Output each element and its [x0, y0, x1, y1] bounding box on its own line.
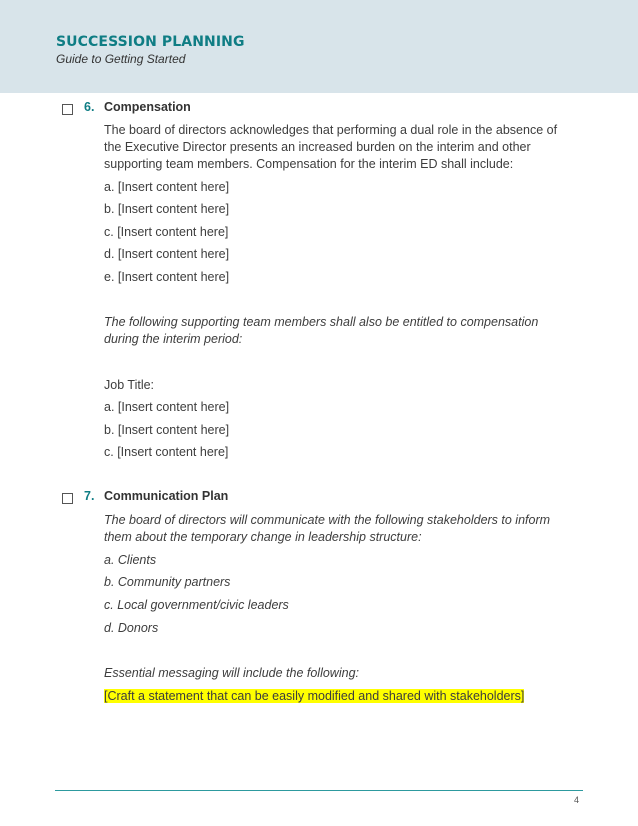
list-item: d. Donors [104, 621, 159, 635]
list-item: c. [Insert content here] [104, 445, 229, 459]
list-item: d. [Insert content here] [104, 247, 230, 261]
section-6-note-line: The following supporting team members shall also be entitled to compensation [104, 315, 539, 329]
list-item: b. [Insert content here] [104, 423, 230, 437]
section-7-checkbox[interactable] [62, 493, 73, 504]
highlighted-statement: [Craft a statement that can be easily modified and shared with stakeholders] [104, 689, 525, 703]
section-6-checkbox[interactable] [62, 104, 73, 115]
section-6-heading: Compensation [104, 100, 191, 114]
list-item: c. [Insert content here] [104, 225, 229, 239]
list-item: b. Community partners [104, 575, 231, 589]
section-7-intro-line: The board of directors will communicate with the following stakeholders to inform [104, 513, 551, 527]
section-7-heading: Communication Plan [104, 489, 229, 503]
messaging-label: Essential messaging will include the following: [104, 666, 359, 680]
document-title: SUCCESSION PLANNING [56, 34, 245, 50]
page-number: 4 [574, 795, 580, 805]
list-item: c. Local government/civic leaders [104, 598, 289, 612]
list-item: e. [Insert content here] [104, 270, 230, 284]
header-band [0, 0, 638, 93]
list-item: a. [Insert content here] [104, 180, 230, 194]
list-item: a. Clients [104, 553, 157, 567]
highlight-line [104, 688, 524, 705]
job-title-label: Job Title: [104, 378, 155, 392]
document-subtitle: Guide to Getting Started [56, 52, 186, 66]
section-7-intro-line: them about the temporary change in leadership structure: [104, 530, 422, 544]
footer-rule [55, 790, 583, 791]
section-6-intro-line: the Executive Director presents an increased burden on the interim and other [104, 140, 531, 154]
list-item: b. [Insert content here] [104, 202, 230, 216]
list-item: a. [Insert content here] [104, 400, 230, 414]
section-6-number: 6. [84, 100, 95, 114]
section-6-note-line: during the interim period: [104, 332, 243, 346]
section-6-intro-line: The board of directors acknowledges that performing a dual role in the absence of [104, 123, 558, 137]
section-7-number: 7. [84, 489, 95, 503]
section-6-intro-line: supporting team members. Compensation for the interim ED shall include: [104, 157, 514, 171]
